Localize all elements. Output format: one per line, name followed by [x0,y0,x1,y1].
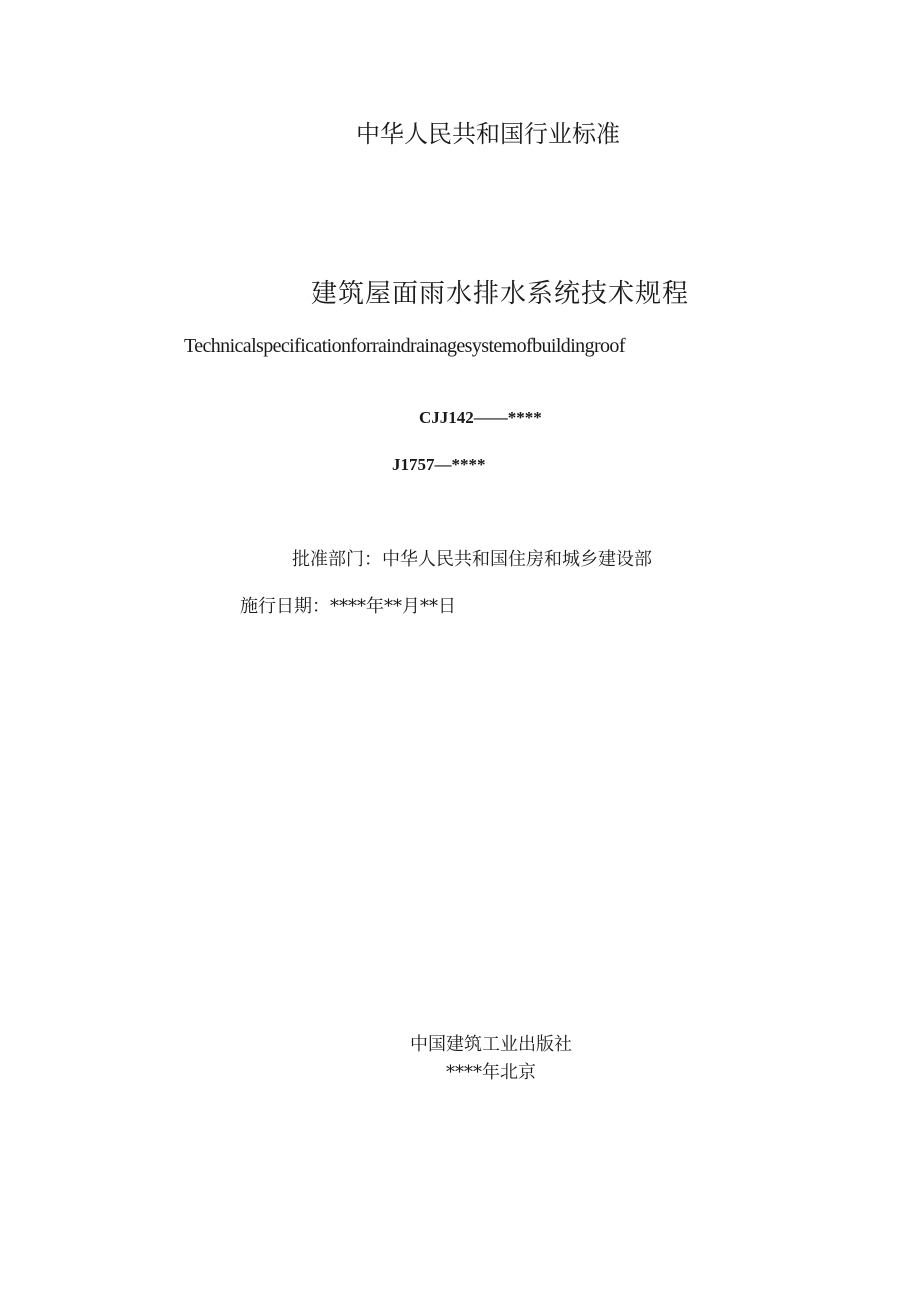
publication-place-year: ****年北京 [446,1062,536,1083]
document-title-chinese: 建筑屋面雨水排水系统技术规程 [311,279,690,309]
document-title-english: Technicalspecificationforraindrainagesystemofbuildingroof [184,335,625,357]
effective-date: 施行日期：****年**月**日 [240,596,456,617]
standard-category-header: 中华人民共和国行业标准 [356,120,620,148]
standard-code-primary: CJJ142——**** [419,408,542,427]
publisher-name: 中国建筑工业出版社 [410,1034,572,1055]
standard-code-secondary: J1757—**** [392,455,486,474]
approval-department: 批准部门：中华人民共和国住房和城乡建设部 [292,549,652,570]
